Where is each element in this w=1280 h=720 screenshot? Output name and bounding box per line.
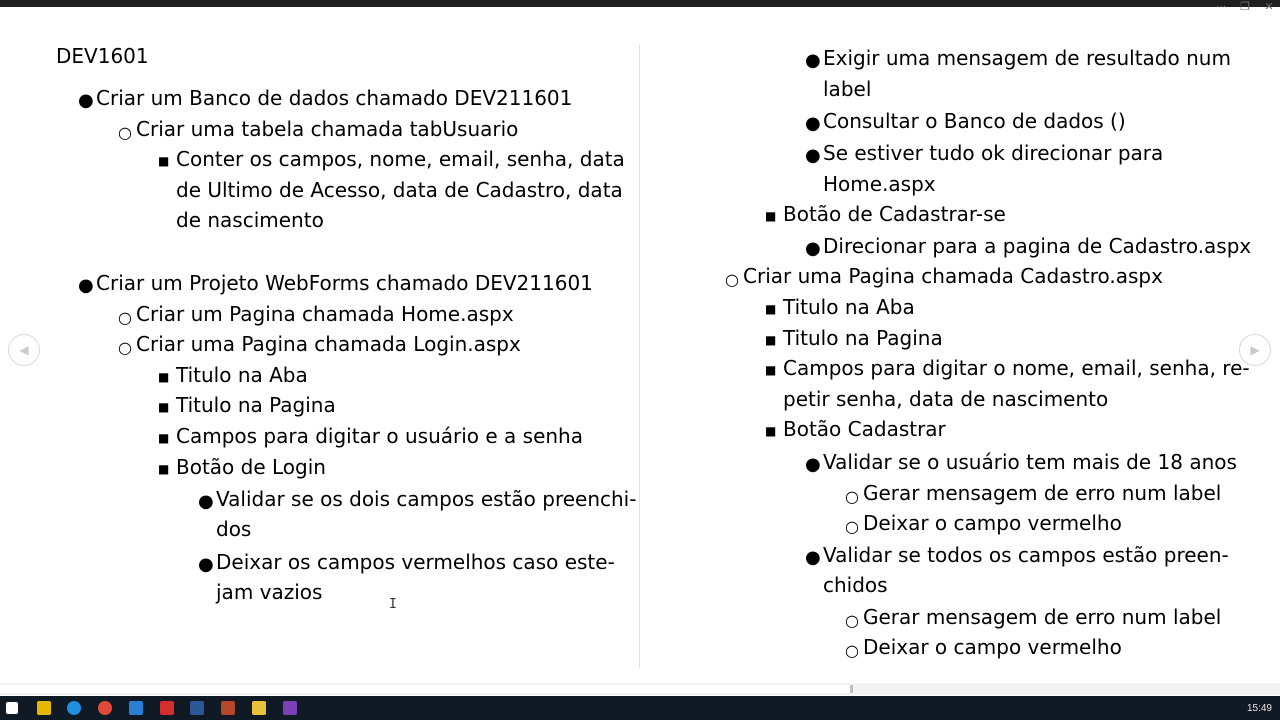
bullet-square-icon: ■ — [765, 363, 777, 377]
bullet-circle-icon: ○ — [725, 270, 739, 289]
bullet-disc-icon: ● — [198, 491, 214, 512]
mail-icon[interactable] — [129, 701, 143, 715]
bullet-circle-icon: ○ — [118, 338, 132, 357]
left-list-item: Botão de Login — [176, 455, 326, 479]
right-list-item: Gerar mensagem de erro num label — [863, 605, 1222, 629]
right-list-item: Exigir uma mensagem de resultado num — [823, 46, 1231, 70]
word-icon[interactable] — [190, 701, 204, 715]
left-list-item: Titulo na Aba — [176, 363, 308, 387]
right-list-item: Botão de Cadastrar-se — [783, 202, 1006, 226]
right-list-item: label — [823, 77, 872, 101]
more-options-icon[interactable]: ··· — [1215, 0, 1227, 13]
clock[interactable]: 15:49 — [1246, 702, 1272, 714]
bullet-square-icon: ■ — [765, 333, 777, 347]
bullet-square-icon: ■ — [158, 462, 170, 476]
bullet-circle-icon: ○ — [845, 517, 859, 536]
text-cursor-icon: I — [389, 597, 397, 612]
right-list-item: Titulo na Pagina — [783, 326, 943, 350]
left-list-item: dos — [216, 517, 252, 541]
window-controls — [1214, 0, 1276, 14]
bullet-disc-icon: ● — [198, 554, 214, 575]
recorder-icon[interactable] — [160, 701, 174, 715]
left-list-item: Criar um Pagina chamada Home.aspx — [136, 302, 514, 326]
right-list-item: Home.aspx — [823, 172, 936, 196]
left-list-item: de nascimento — [176, 208, 324, 232]
left-list-item: Conter os campos, nome, email, senha, data — [176, 147, 625, 171]
bullet-circle-icon: ○ — [845, 487, 859, 506]
right-list-item: Gerar mensagem de erro num label — [863, 481, 1222, 505]
taskbar — [0, 696, 1280, 720]
bullet-disc-icon: ● — [78, 275, 94, 296]
bullet-square-icon: ■ — [158, 370, 170, 384]
bullet-square-icon: ■ — [158, 400, 170, 414]
left-list-item: jam vazios — [216, 580, 323, 604]
bullet-disc-icon: ● — [805, 238, 821, 259]
left-list-item: Criar um Banco de dados chamado DEV211601 — [96, 86, 573, 110]
right-list-item: Se estiver tudo ok direcionar para — [823, 141, 1164, 165]
window-top-bar — [0, 0, 1280, 7]
right-list-item: Deixar o campo vermelho — [863, 635, 1122, 659]
chrome-icon[interactable] — [98, 701, 112, 715]
left-list-item: Campos para digitar o usuário e a senha — [176, 424, 583, 448]
bullet-circle-icon: ○ — [118, 123, 132, 142]
bullet-square-icon: ■ — [158, 154, 170, 168]
start-icon[interactable] — [6, 702, 18, 714]
right-list-item: Validar se o usuário tem mais de 18 anos — [823, 450, 1237, 474]
left-list-item: Validar se os dois campos estão preenchi- — [216, 487, 637, 511]
right-list-item: Botão Cadastrar — [783, 417, 946, 441]
edge-icon[interactable] — [67, 701, 81, 715]
left-list-item: Criar uma Pagina chamada Login.aspx — [136, 332, 521, 356]
right-list-item: Consultar o Banco de dados () — [823, 109, 1126, 133]
right-list-item: Validar se todos os campos estão preen- — [823, 543, 1229, 567]
scrollbar-thumb[interactable] — [0, 685, 853, 693]
bullet-square-icon: ■ — [765, 209, 777, 223]
right-list-item: Campos para digitar o nome, email, senha, re- — [783, 356, 1250, 380]
file-explorer-icon[interactable] — [37, 701, 51, 715]
close-icon[interactable]: ✕ — [1264, 0, 1274, 13]
bullet-square-icon: ■ — [765, 424, 777, 438]
restore-icon[interactable]: ❐ — [1240, 0, 1250, 13]
notes-icon[interactable] — [252, 701, 266, 715]
bullet-disc-icon: ● — [78, 90, 94, 111]
right-list-item: petir senha, data de nascimento — [783, 387, 1109, 411]
right-list-item: Criar uma Pagina chamada Cadastro.aspx — [743, 264, 1163, 288]
right-list-item: Titulo na Aba — [783, 295, 915, 319]
chevron-left-icon: ◀ — [19, 343, 29, 357]
chevron-right-icon: ▶ — [1250, 343, 1260, 357]
left-list-item: Deixar os campos vermelhos caso este- — [216, 550, 615, 574]
bullet-disc-icon: ● — [805, 145, 821, 166]
previous-page-button[interactable] — [8, 334, 40, 366]
bullet-disc-icon: ● — [805, 547, 821, 568]
column-divider — [639, 45, 640, 668]
bullet-circle-icon: ○ — [845, 641, 859, 660]
visual-studio-icon[interactable] — [283, 701, 297, 715]
right-list-item: chidos — [823, 573, 888, 597]
horizontal-scrollbar[interactable] — [0, 683, 1280, 695]
bullet-disc-icon: ● — [805, 454, 821, 475]
document-title: DEV1601 — [56, 44, 149, 68]
left-list-item: Criar um Projeto WebForms chamado DEV211601 — [96, 271, 593, 295]
left-list-item: Titulo na Pagina — [176, 393, 336, 417]
bullet-square-icon: ■ — [158, 431, 170, 445]
bullet-disc-icon: ● — [805, 113, 821, 134]
system-tray — [1247, 696, 1280, 720]
bullet-circle-icon: ○ — [118, 308, 132, 327]
left-list-item: de Ultimo de Acesso, data de Cadastro, data — [176, 178, 623, 202]
left-list-item: Criar uma tabela chamada tabUsuario — [136, 117, 519, 141]
powerpoint-icon[interactable] — [221, 701, 235, 715]
right-list-item: Direcionar para a pagina de Cadastro.aspx — [823, 234, 1252, 258]
bullet-circle-icon: ○ — [845, 611, 859, 630]
bullet-square-icon: ■ — [765, 302, 777, 316]
bullet-disc-icon: ● — [805, 50, 821, 71]
right-list-item: Deixar o campo vermelho — [863, 511, 1122, 535]
